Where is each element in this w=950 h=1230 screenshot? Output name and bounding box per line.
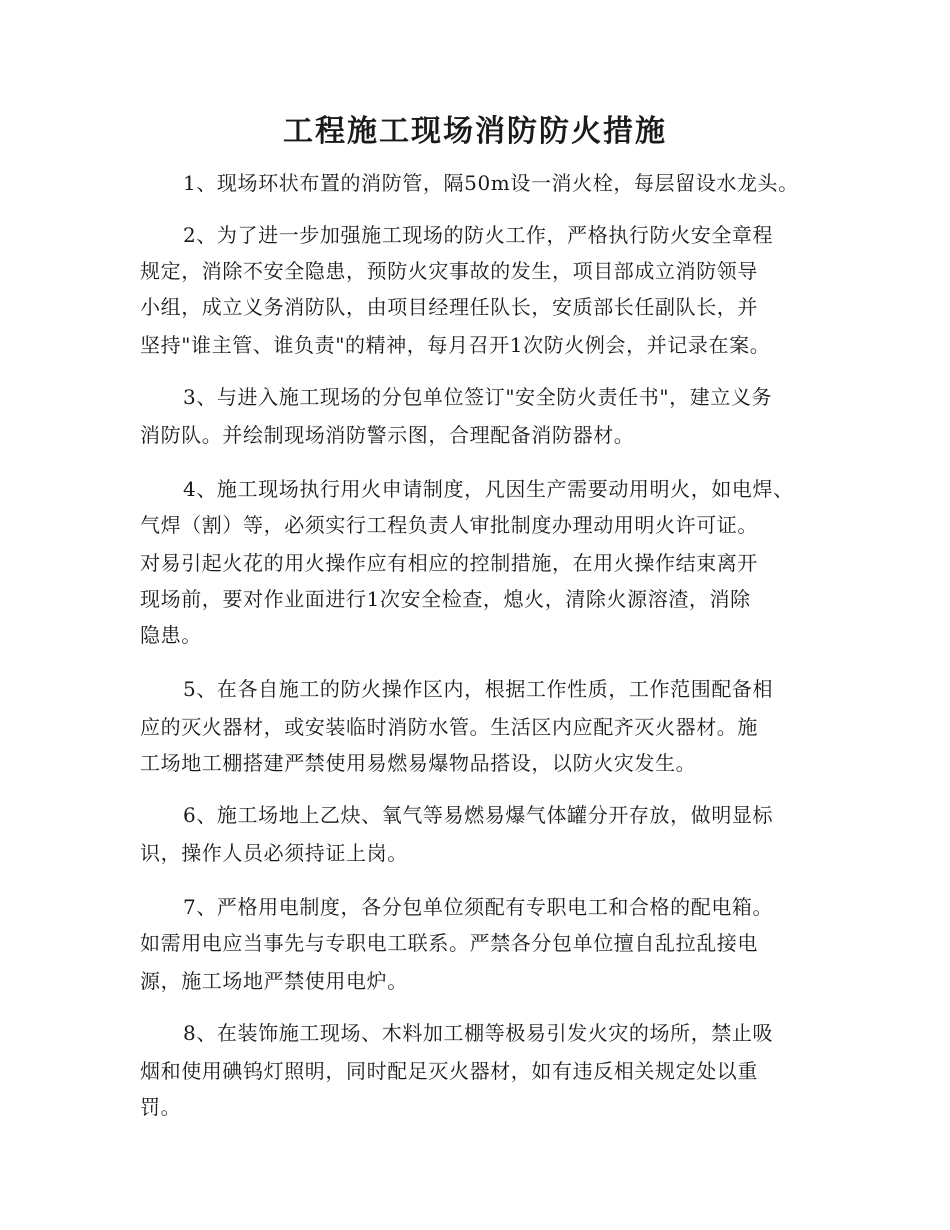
paragraph-2-line-4: 坚持"谁主管、谁负责"的精神，每月召开1次防火例会，并记录在案。 <box>140 333 771 357</box>
paragraph-4-line-3: 对易引起火花的用火操作应有相应的控制措施，在用火操作结束离开 <box>140 551 758 575</box>
paragraph-4-line-2: 气焊（割）等，必须实行工程负责人审批制度办理动用明火许可证。 <box>140 513 758 537</box>
paragraph-2-line-1: 2、为了进一步加强施工现场的防火工作，严格执行防火安全章程 <box>183 223 774 247</box>
paragraph-7-line-2: 如需用电应当事先与专职电工联系。严禁各分包单位擅自乱拉乱接电 <box>140 931 758 955</box>
paragraph-8-line-1: 8、在装饰施工现场、木料加工棚等极易引发火灾的场所，禁止吸 <box>183 1021 774 1045</box>
paragraph-8-line-3: 罚。 <box>140 1095 182 1119</box>
paragraph-3-line-1: 3、与进入施工现场的分包单位签订"安全防火责任书"，建立义务 <box>183 385 773 409</box>
paragraph-7-line-3: 源，施工场地严禁使用电炉。 <box>140 969 408 993</box>
paragraph-3-line-2: 消防队。并绘制现场消防警示图，合理配备消防器材。 <box>140 423 635 447</box>
paragraph-2-line-3: 小组，成立义务消防队，由项目经理任队长，安质部长任副队长，并 <box>140 295 758 319</box>
paragraph-5-line-2: 应的灭火器材，或安装临时消防水管。生活区内应配齐灭火器材。施 <box>140 715 758 739</box>
paragraph-2-line-2: 规定，消除不安全隐患，预防火灾事故的发生，项目部成立消防领导 <box>140 259 758 283</box>
paragraph-8-line-2: 烟和使用碘钨灯照明，同时配足灭火器材，如有违反相关规定处以重 <box>140 1059 758 1083</box>
paragraph-5-line-1: 5、在各自施工的防火操作区内，根据工作性质，工作范围配备相 <box>183 677 774 701</box>
paragraph-1-line-1: 1、现场环状布置的消防管，隔50m设一消火栓，每层留设水龙头。 <box>183 171 799 195</box>
paragraph-6-line-1: 6、施工场地上乙炔、氧气等易燃易爆气体罐分开存放，做明显标 <box>183 803 774 827</box>
paragraph-5-line-3: 工场地工棚搭建严禁使用易燃易爆物品搭设，以防火灾发生。 <box>140 751 697 775</box>
paragraph-7-line-1: 7、严格用电制度，各分包单位须配有专职电工和合格的配电箱。 <box>183 895 774 919</box>
paragraph-4-line-5: 隐患。 <box>140 623 202 647</box>
paragraph-4-line-4: 现场前，要对作业面进行1次安全检查，熄火，清除火源溶渣，消除 <box>140 587 751 611</box>
paragraph-6-line-2: 识，操作人员必须持证上岗。 <box>140 841 408 865</box>
document-title: 工程施工现场消防防火措施 <box>283 114 667 149</box>
paragraph-4-line-1: 4、施工现场执行用火申请制度，凡因生产需要动用明火，如电焊、 <box>183 477 794 501</box>
